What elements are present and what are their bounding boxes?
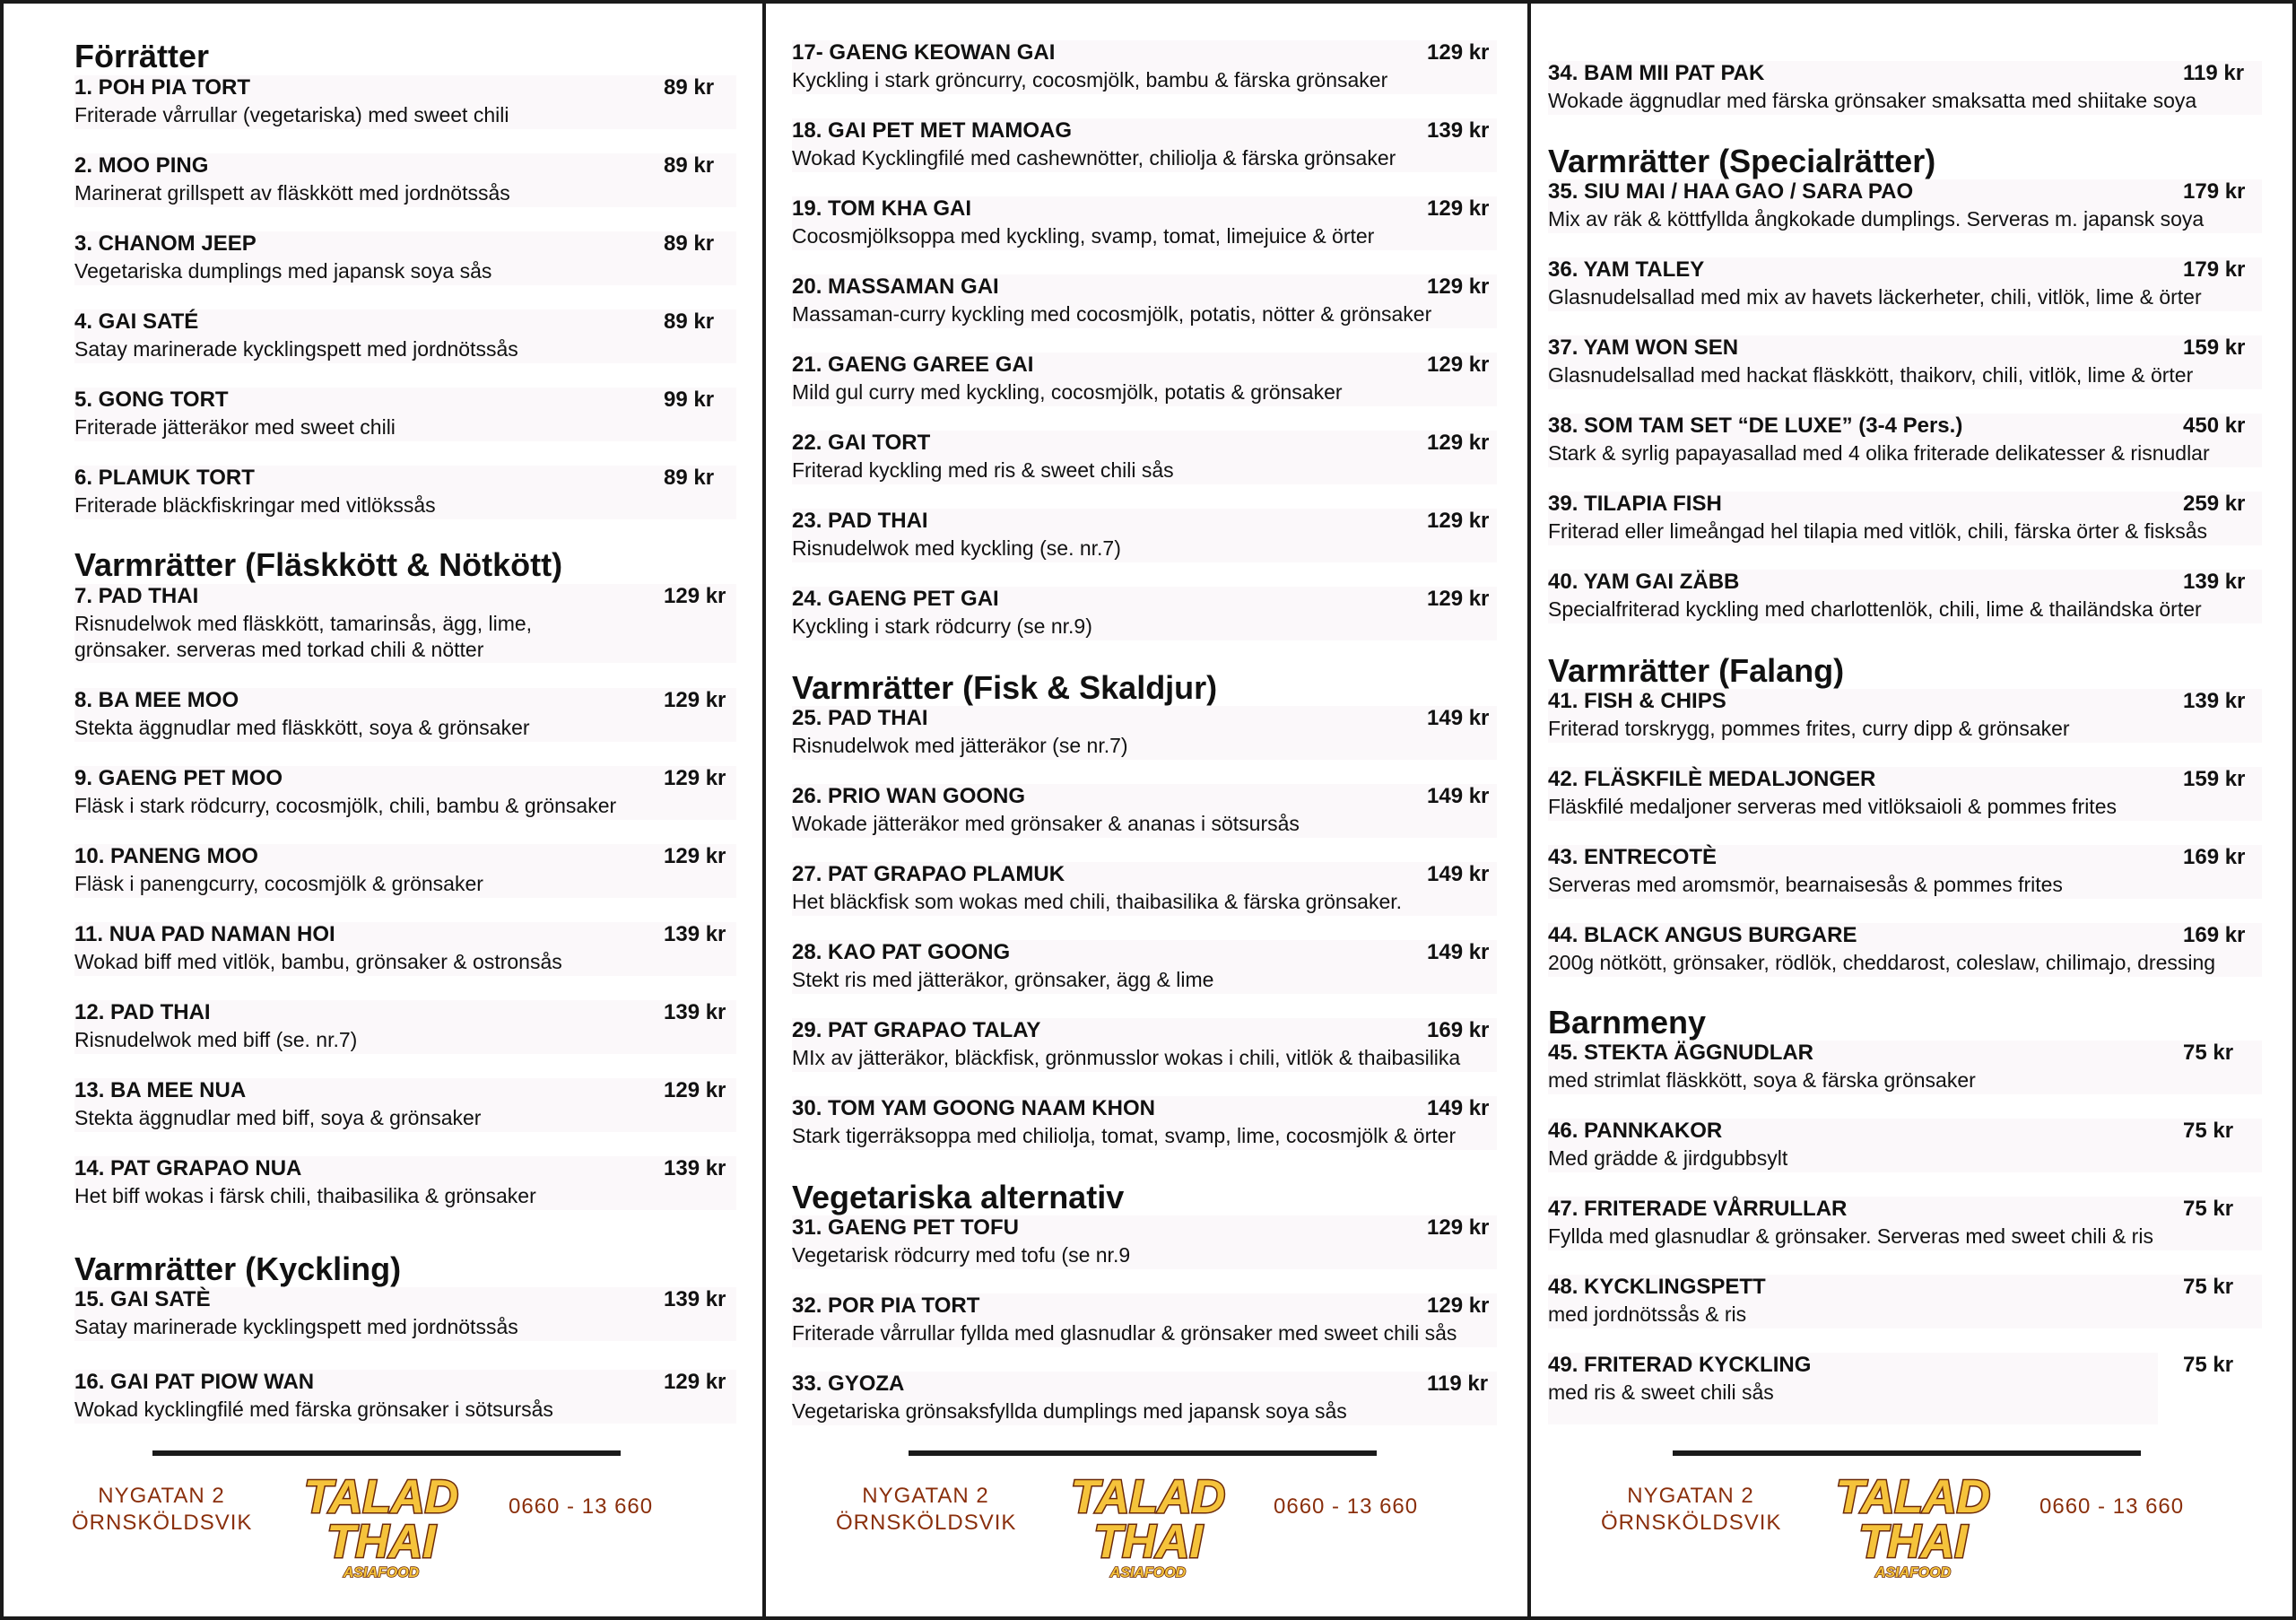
- item-name: 6. PLAMUK TORT: [74, 466, 255, 490]
- item-name: 8. BA MEE MOO: [74, 688, 239, 712]
- item-description: Fyllda med glasnudlar & grönsaker. Serveras med sweet chili & ris: [1548, 1224, 2153, 1248]
- item-description: Friterad eller limeångad hel tilapia med vitlök, chili, färska örter & fisksås: [1548, 519, 2208, 543]
- item-price: 129 kr: [1427, 196, 1490, 221]
- item-description: med jordnötssås & ris: [1548, 1302, 1747, 1326]
- item-name: 34. BAM MII PAT PAK: [1548, 61, 1765, 85]
- item-name: 43. ENTRECOTÈ: [1548, 845, 1718, 869]
- menu-item: [74, 844, 736, 898]
- address-city: ÖRNSKÖLDSVIK: [72, 1511, 253, 1535]
- item-description: Marinerat grillspett av fläskkött med jordnötssås: [74, 181, 510, 205]
- item-description: Specialfriterad kyckling med charlottenlök, chili, lime & thailändska örter: [1548, 597, 2202, 621]
- menu-item: [1548, 767, 2262, 821]
- svg-text:ASIAFOOD: ASIAFOOD: [1874, 1565, 1952, 1581]
- item-name: 45. STEKTA ÄGGNUDLAR: [1548, 1041, 1814, 1065]
- item-name: 33. GYOZA: [792, 1372, 905, 1396]
- item-description: Friterade vårrullar fyllda med glasnudlar & grönsaker med sweet chili sås: [792, 1321, 1457, 1345]
- item-price: 129 kr: [1427, 1293, 1490, 1318]
- menu-item: [792, 784, 1497, 838]
- menu-item: [792, 274, 1497, 328]
- menu-item: [792, 1096, 1497, 1150]
- item-name: 19. TOM KHA GAI: [792, 196, 972, 221]
- item-price: 129 kr: [1427, 353, 1490, 377]
- item-price: 149 kr: [1427, 940, 1490, 964]
- item-price: 149 kr: [1427, 862, 1490, 886]
- menu-item: [1548, 492, 2262, 545]
- talad-thai-logo: [287, 1468, 475, 1581]
- item-price: 159 kr: [2183, 767, 2246, 791]
- item-description: Cocosmjölksoppa med kyckling, svamp, tomat, limejuice & örter: [792, 224, 1375, 248]
- item-price: 179 kr: [2183, 257, 2246, 282]
- item-name: 24. GAENG PET GAI: [792, 587, 999, 611]
- item-price: 129 kr: [664, 1078, 726, 1102]
- item-name: 10. PANENG MOO: [74, 844, 258, 868]
- item-description: Het biff wokas i färsk chili, thaibasilika & grönsaker: [74, 1184, 536, 1207]
- menu-item: [792, 353, 1497, 406]
- menu-item: [792, 196, 1497, 250]
- item-price: 129 kr: [1427, 1215, 1490, 1240]
- menu-item: [792, 587, 1497, 640]
- menu-item: [792, 1018, 1497, 1072]
- menu-item: [1548, 1119, 2262, 1172]
- item-price: 119 kr: [2183, 61, 2245, 85]
- item-name: 29. PAT GRAPAO TALAY: [792, 1018, 1041, 1042]
- item-description: Risnudelwok med fläskkött, tamarinsås, ägg, lime, grönsaker. serveras med torkad chili & nötter: [74, 612, 533, 661]
- menu-item: [1548, 1353, 2234, 1424]
- item-price: 179 kr: [2183, 179, 2246, 204]
- item-description: Stark tigerräksoppa med chiliolja, tomat, svamp, lime, cocosmjölk & örter: [792, 1124, 1457, 1147]
- svg-text:TALAD: TALAD: [303, 1471, 459, 1523]
- footer-rule: [909, 1450, 1377, 1456]
- item-description: Friterade bläckfiskringar med vitlökssås: [74, 493, 436, 517]
- item-price: 259 kr: [2183, 492, 2246, 516]
- item-price: 139 kr: [664, 922, 726, 946]
- item-price: 99 kr: [664, 388, 715, 412]
- item-price: 129 kr: [1427, 431, 1490, 455]
- item-price: 450 kr: [2183, 414, 2246, 438]
- item-name: 32. POR PIA TORT: [792, 1293, 980, 1318]
- item-price: 139 kr: [1427, 118, 1490, 143]
- item-description: Wokade äggnudlar med färska grönsaker smaksatta med shiitake soya: [1548, 89, 2197, 112]
- menu-item: [792, 118, 1497, 172]
- section-title: Varmrätter (Fisk & Skaldjur): [792, 669, 1218, 706]
- menu-item: [1548, 61, 2262, 115]
- menu-item: [74, 1287, 736, 1341]
- item-description: Satay marinerade kycklingspett med jordnötssås: [74, 337, 518, 361]
- item-name: 15. GAI SATÈ: [74, 1287, 211, 1311]
- item-name: 30. TOM YAM GOONG NAAM KHON: [792, 1096, 1155, 1120]
- item-name: 31. GAENG PET TOFU: [792, 1215, 1019, 1240]
- item-price: 169 kr: [2183, 845, 2246, 869]
- menu-item: [1548, 179, 2262, 233]
- item-name: 36. YAM TALEY: [1548, 257, 1705, 282]
- item-name: 14. PAT GRAPAO NUA: [74, 1156, 302, 1180]
- item-name: 13. BA MEE NUA: [74, 1078, 247, 1102]
- item-price: 149 kr: [1427, 706, 1490, 730]
- item-name: 5. GONG TORT: [74, 388, 229, 412]
- item-name: 16. GAI PAT PIOW WAN: [74, 1370, 315, 1394]
- item-description: Glasnudelsallad med hackat fläskkött, thaikorv, chili, vitlök, lime & örter: [1548, 363, 2194, 387]
- item-description: med strimlat fläskkött, soya & färska grönsaker: [1548, 1068, 1976, 1092]
- item-name: 7. PAD THAI: [74, 584, 199, 608]
- svg-text:ASIAFOOD: ASIAFOOD: [1109, 1565, 1187, 1581]
- footer-address: [836, 1483, 1015, 1537]
- item-name: 46. PANNKAKOR: [1548, 1119, 1723, 1143]
- item-name: 18. GAI PET MET MAMOAG: [792, 118, 1073, 143]
- talad-thai-logo: [1054, 1468, 1242, 1581]
- menu-item: [1548, 1275, 2262, 1328]
- footer-phone: 0660 - 13 660: [509, 1494, 654, 1519]
- item-description: Kyckling i stark rödcurry (se nr.9): [792, 614, 1092, 638]
- item-description: Het bläckfisk som wokas med chili, thaibasilika & färska grönsaker.: [792, 890, 1403, 913]
- item-description: Friterad torskrygg, pommes frites, curry dipp & grönsaker: [1548, 717, 2070, 740]
- menu-item: [74, 584, 736, 663]
- item-description: Stekt ris med jätteräkor, grönsaker, ägg & lime: [792, 968, 1214, 991]
- address-city: ÖRNSKÖLDSVIK: [836, 1511, 1017, 1535]
- column-divider: [762, 0, 766, 1620]
- item-price: 89 kr: [664, 309, 715, 334]
- item-description: Risnudelwok med jätteräkor (se nr.7): [792, 734, 1128, 757]
- item-name: 40. YAM GAI ZÄBB: [1548, 570, 1740, 594]
- item-description: Wokade jätteräkor med grönsaker & ananas i sötsursås: [792, 812, 1300, 835]
- svg-text:THAI: THAI: [1093, 1516, 1203, 1568]
- item-name: 21. GAENG GAREE GAI: [792, 353, 1034, 377]
- menu-item: [1548, 335, 2262, 389]
- item-price: 89 kr: [664, 153, 715, 178]
- svg-text:THAI: THAI: [326, 1516, 436, 1568]
- menu-item: [792, 706, 1497, 760]
- address-street: NYGATAN 2: [862, 1484, 989, 1508]
- item-description: Vegetariska grönsaksfyllda dumplings med japansk soya sås: [792, 1399, 1347, 1423]
- item-name: 22. GAI TORT: [792, 431, 931, 455]
- menu-item: [74, 688, 736, 742]
- item-price: 139 kr: [2183, 689, 2246, 713]
- item-description: Fläsk i panengcurry, cocosmjölk & grönsaker: [74, 872, 483, 895]
- item-name: 37. YAM WON SEN: [1548, 335, 1739, 360]
- item-price: 129 kr: [1427, 587, 1490, 611]
- menu-item: [74, 1370, 736, 1424]
- item-price: 169 kr: [2183, 923, 2246, 947]
- item-description: Friterad kyckling med ris & sweet chili sås: [792, 458, 1174, 482]
- menu-item: [74, 1078, 736, 1132]
- item-price: 159 kr: [2183, 335, 2246, 360]
- svg-text:THAI: THAI: [1858, 1516, 1968, 1568]
- svg-text:TALAD: TALAD: [1070, 1471, 1226, 1523]
- item-description: Fläskfilé medaljoner serveras med vitlöksaioli & pommes frites: [1548, 795, 2117, 818]
- item-price: 129 kr: [664, 584, 726, 608]
- item-price: 129 kr: [1427, 40, 1490, 65]
- item-price: 75 kr: [2183, 1119, 2234, 1143]
- item-price: 75 kr: [2183, 1197, 2234, 1221]
- item-description: Risnudelwok med kyckling (se. nr.7): [792, 536, 1121, 560]
- menu-item: [74, 388, 736, 441]
- menu-column-1: [74, 0, 738, 1620]
- item-description: Stekta äggnudlar med biff, soya & grönsaker: [74, 1106, 482, 1129]
- menu-item: [1548, 1197, 2262, 1250]
- item-price: 149 kr: [1427, 784, 1490, 808]
- menu-item: [792, 431, 1497, 484]
- item-description: 200g nötkött, grönsaker, rödlök, cheddarost, coleslaw, chilimajo, dressing: [1548, 951, 2216, 974]
- column-divider: [1527, 0, 1531, 1620]
- menu-item: [74, 466, 736, 519]
- item-price: 129 kr: [664, 688, 726, 712]
- item-price: 139 kr: [664, 1156, 726, 1180]
- item-price: 75 kr: [2183, 1275, 2234, 1299]
- item-name: 17- GAENG KEOWAN GAI: [792, 40, 1056, 65]
- item-price: 129 kr: [1427, 509, 1490, 533]
- menu-item: [74, 766, 736, 820]
- item-name: 49. FRITERAD KYCKLING: [1548, 1353, 1812, 1377]
- item-description: Friterade jätteräkor med sweet chili: [74, 415, 396, 439]
- item-price: 129 kr: [664, 844, 726, 868]
- menu-item: [74, 153, 736, 207]
- item-name: 12. PAD THAI: [74, 1000, 211, 1024]
- item-price: 119 kr: [1427, 1372, 1489, 1396]
- section-title: Vegetariska alternativ: [792, 1179, 1125, 1215]
- item-name: 48. KYCKLINGSPETT: [1548, 1275, 1766, 1299]
- item-price: 139 kr: [664, 1000, 726, 1024]
- item-price: 149 kr: [1427, 1096, 1490, 1120]
- footer-phone: 0660 - 13 660: [2039, 1494, 2185, 1519]
- item-name: 47. FRITERADE VÅRRULLAR: [1548, 1197, 1848, 1221]
- item-name: 9. GAENG PET MOO: [74, 766, 283, 790]
- menu-item: [1548, 414, 2262, 467]
- footer-rule: [152, 1450, 621, 1456]
- menu-column-3: [1548, 0, 2266, 1620]
- item-description: Fläsk i stark rödcurry, cocosmjölk, chili, bambu & grönsaker: [74, 794, 617, 817]
- menu-item: [1548, 1041, 2262, 1094]
- menu-item: [792, 40, 1497, 94]
- item-name: 1. POH PIA TORT: [74, 75, 251, 100]
- item-price: 89 kr: [664, 466, 715, 490]
- menu-column-2: [792, 0, 1500, 1620]
- item-name: 23. PAD THAI: [792, 509, 928, 533]
- address-street: NYGATAN 2: [1627, 1484, 1754, 1508]
- menu-item: [74, 1000, 736, 1054]
- menu-item: [792, 1293, 1497, 1347]
- menu-item: [74, 1156, 736, 1210]
- item-name: 44. BLACK ANGUS BURGARE: [1548, 923, 1857, 947]
- item-description: Wokad biff med vitlök, bambu, grönsaker & ostronsås: [74, 950, 562, 973]
- item-price: 169 kr: [1427, 1018, 1490, 1042]
- menu-item: [1548, 570, 2262, 623]
- item-price: 139 kr: [664, 1287, 726, 1311]
- svg-text:TALAD: TALAD: [1835, 1471, 1991, 1523]
- section-title: Barnmeny: [1548, 1004, 1707, 1041]
- section-title: Varmrätter (Kyckling): [74, 1250, 402, 1287]
- footer-phone: 0660 - 13 660: [1274, 1494, 1419, 1519]
- item-name: 28. KAO PAT GOONG: [792, 940, 1011, 964]
- footer-address: [72, 1483, 251, 1537]
- item-name: 26. PRIO WAN GOONG: [792, 784, 1026, 808]
- item-price: 129 kr: [1427, 274, 1490, 299]
- item-description: Wokad Kycklingfilé med cashewnötter, chiliolja & färska grönsaker: [792, 146, 1396, 170]
- item-price: 129 kr: [664, 766, 726, 790]
- item-name: 4. GAI SATÉ: [74, 309, 199, 334]
- menu-item: [74, 922, 736, 976]
- item-description: Massaman-curry kyckling med cocosmjölk, potatis, nötter & grönsaker: [792, 302, 1432, 326]
- item-price: 75 kr: [2183, 1353, 2234, 1377]
- item-description: Friterade vårrullar (vegetariska) med sweet chili: [74, 103, 509, 126]
- item-description: Glasnudelsallad med mix av havets läckerheter, chili, vitlök, lime & örter: [1548, 285, 2202, 309]
- svg-text:ASIAFOOD: ASIAFOOD: [343, 1565, 420, 1581]
- section-title: Varmrätter (Fläskkött & Nötkött): [74, 546, 563, 583]
- footer-address: [1601, 1483, 1780, 1537]
- item-name: 39. TILAPIA FISH: [1548, 492, 1722, 516]
- item-description: Mix av räk & köttfyllda ångkokade dumplings. Serveras m. japansk soya: [1548, 207, 2205, 231]
- item-description: Satay marinerade kycklingspett med jordnötssås: [74, 1315, 518, 1338]
- menu-item: [1548, 257, 2262, 311]
- item-description: Stark & syrlig papayasallad med 4 olika friterade delikatesser & risnudlar: [1548, 441, 2210, 465]
- item-description: MIx av jätteräkor, bläckfisk, grönmusslor wokas i chili, vitlök & thaibasilika: [792, 1046, 1461, 1069]
- item-name: 42. FLÄSKFILÈ MEDALJONGER: [1548, 767, 1876, 791]
- item-description: Vegetariska dumplings med japansk soya sås: [74, 259, 492, 283]
- item-name: 27. PAT GRAPAO PLAMUK: [792, 862, 1065, 886]
- menu-item: [792, 862, 1497, 916]
- item-name: 25. PAD THAI: [792, 706, 928, 730]
- item-description: Stekta äggnudlar med fläskkött, soya & grönsaker: [74, 716, 530, 739]
- address-street: NYGATAN 2: [98, 1484, 225, 1508]
- item-name: 41. FISH & CHIPS: [1548, 689, 1726, 713]
- menu-item: [792, 1372, 1497, 1425]
- item-description: med ris & sweet chili sås: [1548, 1380, 1774, 1404]
- menu-item: [74, 75, 736, 129]
- item-price: 139 kr: [2183, 570, 2246, 594]
- menu-item: [792, 509, 1497, 562]
- item-name: 11. NUA PAD NAMAN HOI: [74, 922, 335, 946]
- section-title: Varmrätter (Specialrätter): [1548, 143, 1936, 179]
- item-name: 35. SIU MAI / HAA GAO / SARA PAO: [1548, 179, 1914, 204]
- talad-thai-logo: [1819, 1468, 2007, 1581]
- section-title: Förrätter: [74, 38, 210, 74]
- item-description: Med grädde & jirdgubbsylt: [1548, 1146, 1788, 1170]
- menu-item: [1548, 923, 2262, 977]
- item-price: 129 kr: [664, 1370, 726, 1394]
- section-title: Varmrätter (Falang): [1548, 652, 1845, 689]
- item-description: Wokad kycklingfilé med färska grönsaker i sötsursås: [74, 1398, 553, 1421]
- item-description: Serveras med aromsmör, bearnaisesås & pommes frites: [1548, 873, 2063, 896]
- menu-item: [74, 309, 736, 363]
- menu-item: [792, 940, 1497, 994]
- item-description: Vegetarisk rödcurry med tofu (se nr.9: [792, 1243, 1131, 1267]
- item-price: 89 kr: [664, 75, 715, 100]
- menu-item: [1548, 845, 2262, 899]
- item-name: 3. CHANOM JEEP: [74, 231, 257, 256]
- footer-rule: [1673, 1450, 2141, 1456]
- item-name: 20. MASSAMAN GAI: [792, 274, 999, 299]
- item-price: 75 kr: [2183, 1041, 2234, 1065]
- menu-item: [792, 1215, 1497, 1269]
- item-price: 89 kr: [664, 231, 715, 256]
- address-city: ÖRNSKÖLDSVIK: [1601, 1511, 1782, 1535]
- item-name: 38. SOM TAM SET “DE LUXE” (3-4 Pers.): [1548, 414, 1963, 438]
- item-description: Risnudelwok med biff (se. nr.7): [74, 1028, 358, 1051]
- item-description: Mild gul curry med kyckling, cocosmjölk, potatis & grönsaker: [792, 380, 1343, 404]
- menu-item: [1548, 689, 2262, 743]
- menu-item: [74, 231, 736, 285]
- item-name: 2. MOO PING: [74, 153, 209, 178]
- item-description: Kyckling i stark gröncurry, cocosmjölk, bambu & färska grönsaker: [792, 68, 1388, 91]
